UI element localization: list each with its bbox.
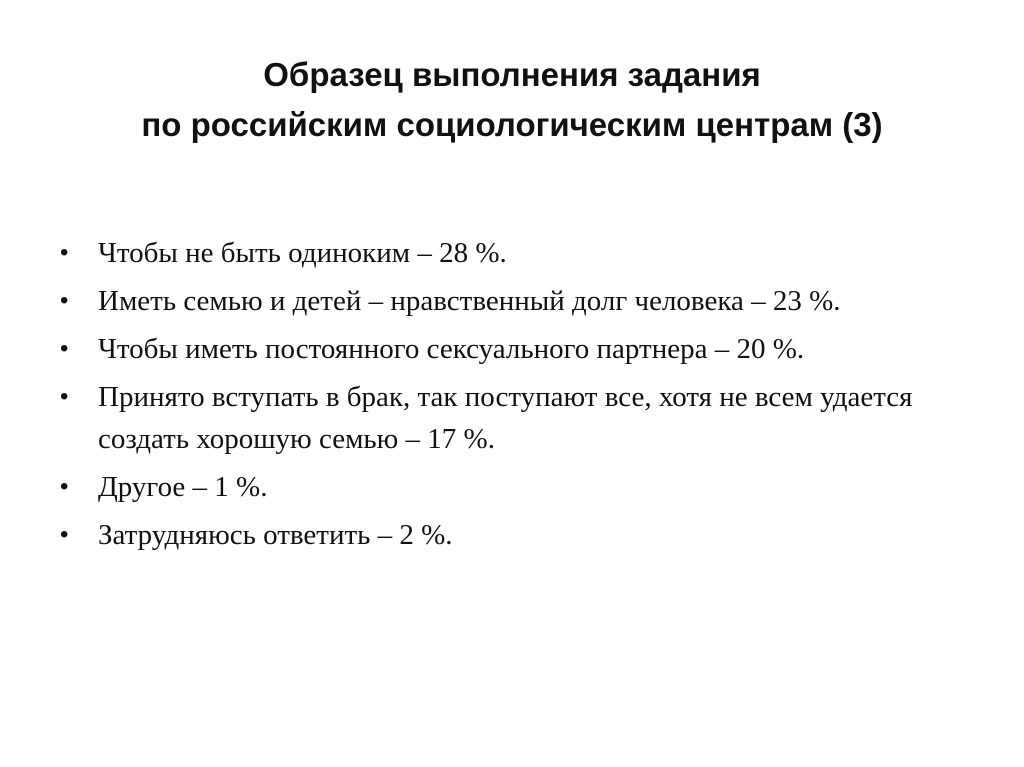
bullet-icon: • (60, 287, 69, 314)
slide-title (0, 50, 1024, 150)
title-line-1: Образец выполнения задания (263, 56, 761, 93)
list-item (60, 232, 960, 274)
list-item-text: Принято вступать в брак, так поступают все, хотя не всем удается создать хорошую семью – 17 %. (98, 381, 913, 455)
list-item-text: Чтобы иметь постоянного сексуального партнера – 20 %. (98, 333, 805, 365)
list-item-text: Иметь семью и детей – нравственный долг человека – 23 %. (98, 285, 841, 317)
bullet-icon: • (60, 335, 69, 362)
bullet-icon: • (60, 521, 69, 548)
list-item-text: Другое – 1 %. (98, 471, 268, 503)
list-item-text: Затрудняюсь ответить – 2 %. (98, 519, 453, 551)
bullet-icon: • (60, 383, 69, 410)
list-item (60, 280, 960, 322)
list-item (60, 376, 960, 460)
list-item (60, 466, 960, 508)
bullet-list (60, 232, 960, 562)
list-item (60, 514, 960, 556)
bullet-icon: • (60, 239, 69, 266)
list-item (60, 328, 960, 370)
title-line-2: по российским социологическим центрам (3) (141, 106, 883, 143)
bullet-icon: • (60, 473, 69, 500)
list-item-text: Чтобы не быть одиноким – 28 %. (98, 237, 507, 269)
